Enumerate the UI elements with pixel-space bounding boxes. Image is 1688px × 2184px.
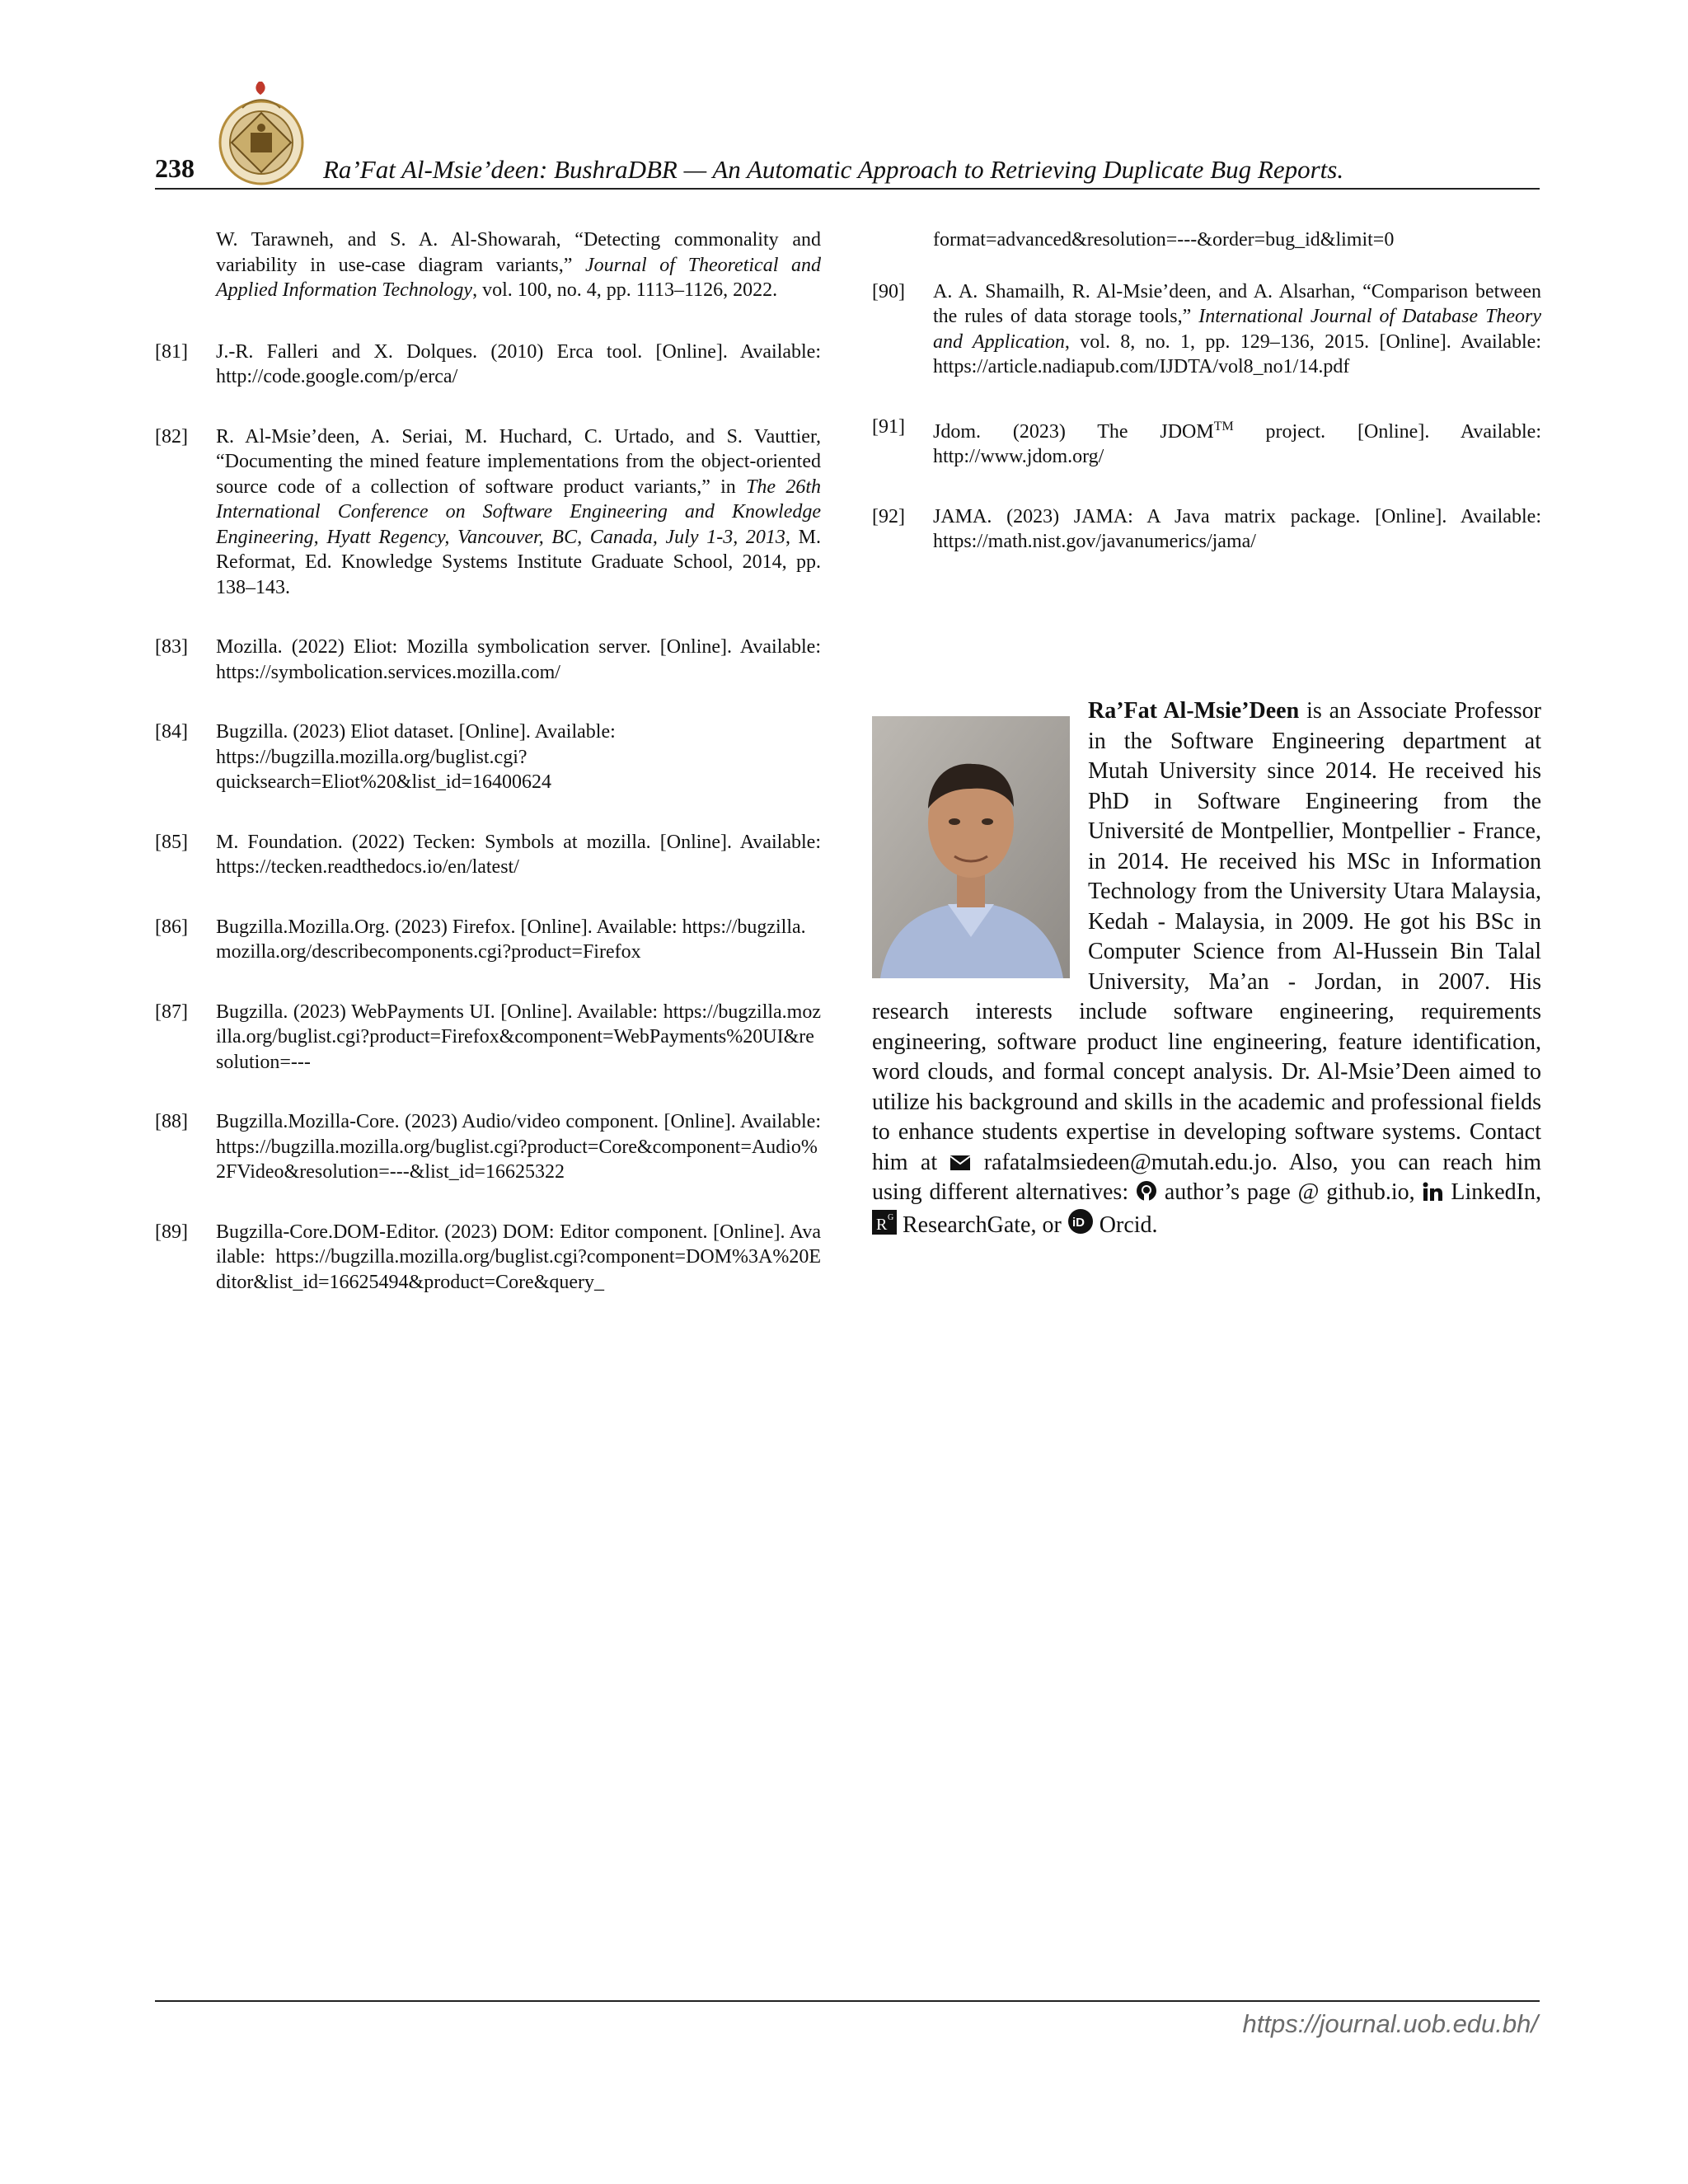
footer-url[interactable]: https://journal.uob.edu.bh/: [1242, 2009, 1538, 2038]
reference-87: [87] Bugzilla. (2023) WebPayments UI. [Online]. Available: https://bugzilla.mozilla.org/buglist.cgi?product=Firefox&component=WebPayments%20UI&resolution=---: [155, 1001, 821, 1073]
footer-rule: [155, 2000, 1540, 2002]
header-rule: [155, 188, 1540, 190]
reference-continuation: format=advanced&resolution=---&order=bug_id&limit=0: [933, 229, 1395, 251]
reference-91: [91] Jdom. (2023) The JDOM™ project. [Online]. Available: http://www.jdom.org/: [872, 415, 1542, 467]
reference-81: [81] J.-R. Falleri and X. Dolques. (2010) Erca tool. [Online]. Available: http://code.google.com/p/erca/: [155, 340, 821, 387]
github-link[interactable]: author’s page @ github.io,: [1164, 1179, 1415, 1205]
references-right-column: [872, 227, 1541, 589]
reference-86: [86] Bugzilla.Mozilla.Org. (2023) Firefox. [Online]. Available: https://bugzilla.mozilla.org/describecomponents.cgi?product=Firefox: [155, 916, 806, 963]
linkedin-icon[interactable]: [1423, 1182, 1444, 1202]
reference-90: [90] A. A. Shamailh, R. Al-Msie’deen, and A. Alsarhan, “Comparison between the rules of data storage tools,” International Journal of Database Theory and Application, vol. 8, no. 1, pp. 129–136, 2015. [Online]. Available: https://article.nadiapub.com/IJDTA/vol8_no1/14.pdf: [872, 280, 1541, 377]
researchgate-link[interactable]: ResearchGate, or: [903, 1212, 1062, 1238]
reference-92: [92] JAMA. (2023) JAMA: A Java matrix package. [Online]. Available: https://math.nist.gov/javanumerics/jama/: [872, 505, 1541, 552]
author-name: Ra’Fat Al-Msie’Deen: [1088, 698, 1300, 724]
github-icon[interactable]: [1136, 1180, 1157, 1202]
page-number: 238: [155, 153, 195, 183]
researchgate-icon[interactable]: [872, 1210, 897, 1235]
running-title: Ra’Fat Al-Msie’deen: BushraDBR — An Automatic Approach to Retrieving Duplicate Bug Reports.: [323, 155, 1344, 184]
svg-text:R: R: [876, 1215, 888, 1234]
envelope-icon: [950, 1154, 971, 1172]
reference-82: [82] R. Al-Msie’deen, A. Seriai, M. Huchard, C. Urtado, and S. Vauttier, “Documenting the mined feature implementations from the object-oriented source code of a collection of software product variants,” in The 26th International Conference on Software Engineering and Knowledge Engineering, Hyatt Regency, Vancouver, BC, Canada, July 1-3, 2013, M. Reformat, Ed. Knowledge Systems Institute Graduate School, 2014, pp. 138–143.: [155, 425, 821, 598]
linkedin-link[interactable]: LinkedIn,: [1451, 1179, 1541, 1205]
references-left-column: [155, 227, 821, 1329]
reference-84: [84] Bugzilla. (2023) Eliot dataset. [Online]. Available: https://bugzilla.mozilla.org/buglist.cgi?quicksearch=Eliot%20&list_id=16400624: [155, 721, 616, 793]
author-email[interactable]: rafatalmsiedeen@mutah.edu.jo: [983, 1149, 1272, 1175]
svg-text:iD: iD: [1071, 1215, 1085, 1230]
author-biography: Ra’Fat Al-Msie’Deen is an Associate Professor in the Software Engineering department at Mutah University since 2014. He received his PhD in Software Engineering from the Université de Montpellier, Montpellier - France, in 2014. He received his MSc in Information Technology from the University Utara Malaysia, Kedah - Malaysia, in 2009. He got his BSc in Computer Science from Al-Hussein Bin Talal University, Ma’an - Jordan, in 2007. His research interests include software engineering, requirements engineering, software product line engineering, feature identification, word clouds, and formal concept analysis. Dr. Al-Msie’Deen aimed to utilize his background and skills in the academic and professional fields to enhance students expertise in developing software systems. Contact him at rafatalmsiedeen@mutah.edu.jo. Also, you can reach him using different alternatives: author’s page @ github.io, LinkedIn, R G ResearchGate, or iD Orcid.: [872, 698, 1542, 1238]
orcid-link[interactable]: Orcid.: [1099, 1212, 1158, 1238]
university-logo: [218, 78, 305, 187]
reference-continuation: W. Tarawneh, and S. A. Al-Showarah, “Detecting commonality and variability in use-case diagram variants,” Journal of Theoretical and Applied Information Technology, vol. 100, no. 4, pp. 1113–1126, 2022.: [216, 229, 821, 301]
orcid-icon[interactable]: [1067, 1208, 1094, 1235]
reference-85: [85] M. Foundation. (2022) Tecken: Symbols at mozilla. [Online]. Available: https://tecken.readthedocs.io/en/latest/: [155, 831, 821, 878]
reference-88: [88] Bugzilla.Mozilla-Core. (2023) Audio/video component. [Online]. Available: https://bugzilla.mozilla.org/buglist.cgi?product=Core&component=Audio%2FVideo&resolution=---&list_id=16625322: [155, 1111, 821, 1183]
author-photo: [872, 716, 1070, 978]
svg-text:G: G: [888, 1212, 894, 1222]
reference-89: [89] Bugzilla-Core.DOM-Editor. (2023) DOM: Editor component. [Online]. Available: https://bugzilla.mozilla.org/buglist.cgi?component=DOM%3A%20Editor&list_id=16625494&product=Core&query_: [155, 1221, 821, 1293]
reference-83: [83] Mozilla. (2022) Eliot: Mozilla symbolication server. [Online]. Available: https://symbolication.services.mozilla.com/: [155, 636, 821, 683]
